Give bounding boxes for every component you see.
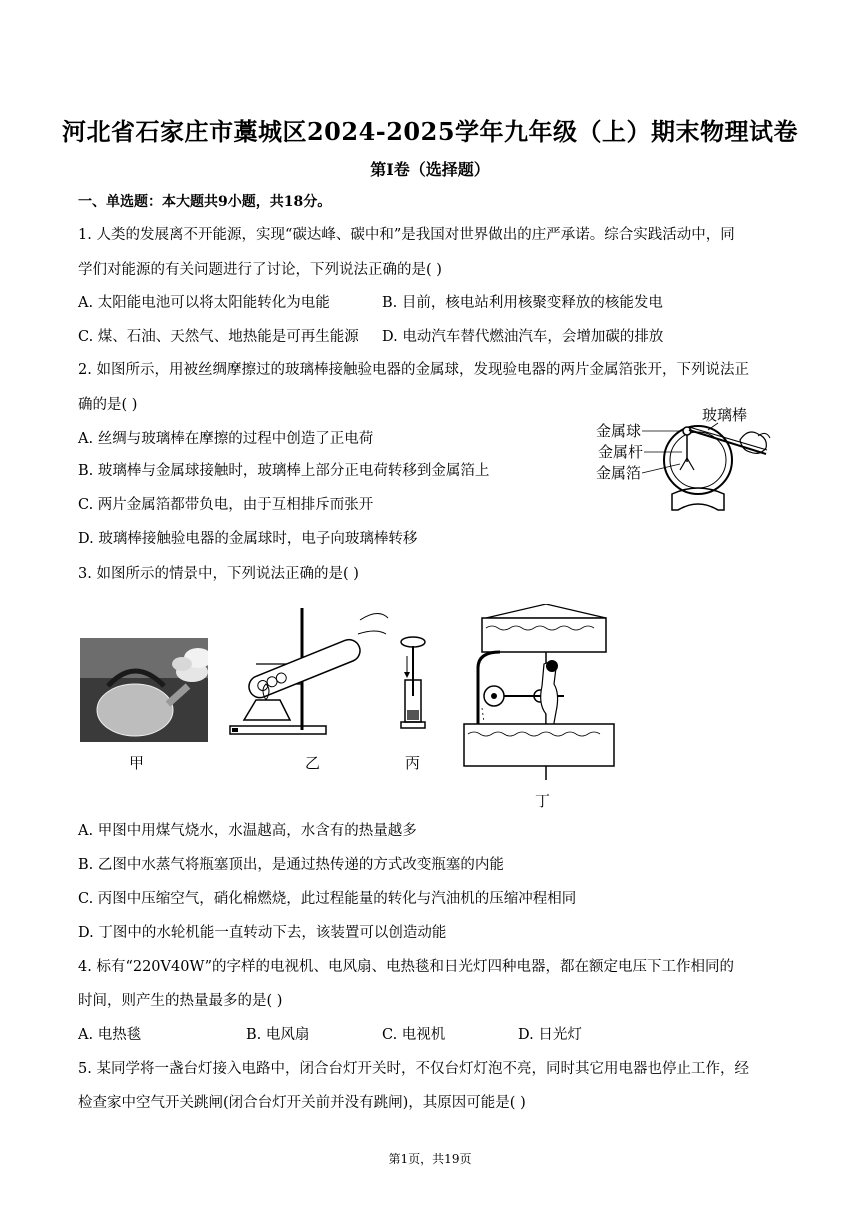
q1-stem-line2: 学们对能源的有关问题进行了讨论，下列说法正确的是( ): [78, 262, 442, 278]
caption-bing: 丙: [405, 754, 421, 772]
q1-option-d: D. 电动汽车替代燃油汽车，会增加碳的排放: [382, 329, 664, 345]
q1-option-b: B. 目前，核电站利用核聚变释放的核能发电: [382, 295, 663, 311]
q4-option-d: D. 日光灯: [518, 1027, 582, 1043]
caption-ding: 丁: [535, 792, 551, 810]
section-heading: 一、单选题：本大题共9小题，共18分。: [78, 194, 332, 210]
q2-option-c: C. 两片金属箔都带负电，由于互相排斥而张开: [78, 497, 374, 513]
q4-option-c: C. 电视机: [382, 1027, 446, 1043]
q2-option-a: A. 丝绸与玻璃棒在摩擦的过程中创造了正电荷: [78, 431, 374, 447]
label-metal-rod: 金属杆: [598, 443, 644, 461]
q1-stem-line1: 1. 人类的发展离不开能源，实现“碳达峰、碳中和”是我国对世界做出的庄严承诺。综合实践活动中，同: [78, 227, 735, 243]
q4-stem-line2: 时间，则产生的热量最多的是( ): [78, 993, 283, 1009]
page-footer: 第1页，共19页: [388, 1152, 472, 1166]
q2-option-b: B. 玻璃棒与金属球接触时，玻璃棒上部分正电荷转移到金属箔上: [78, 463, 490, 479]
q1-option-c: C. 煤、石油、天然气、地热能是可再生能源: [78, 329, 359, 345]
q4-stem-line1: 4. 标有“220V40W”的字样的电视机、电风扇、电热毯和日光灯四种电器，都在额定电压下工作相同的: [78, 959, 735, 975]
label-metal-foil: 金属箔: [596, 464, 642, 482]
exam-subtitle: 第I卷（选择题）: [370, 160, 490, 179]
q3-option-a: A. 甲图中用煤气烧水，水温越高，水含有的热量越多: [78, 823, 417, 839]
q2-stem-line1: 2. 如图所示，用被丝绸摩擦过的玻璃棒接触验电器的金属球，发现验电器的两片金属箔张开，下列说法正: [78, 362, 749, 378]
compression-cylinder-figure: [396, 636, 430, 732]
q3-option-d: D. 丁图中的水轮机能一直转动下去，该装置可以创造动能: [78, 925, 447, 941]
q5-stem-line1: 5. 某同学将一盏台灯接入电路中，闭合台灯开关时，不仅台灯灯泡不亮，同时其它用电器也停止工作，经: [78, 1061, 749, 1077]
electroscope-figure: [590, 398, 790, 518]
q1-option-a: A. 太阳能电池可以将太阳能转化为电能: [78, 295, 330, 311]
water-wheel-figure: [460, 604, 632, 782]
q4-option-a: A. 电热毯: [78, 1027, 142, 1043]
exam-title: 河北省石家庄市藁城区2024-2025学年九年级（上）期末物理试卷: [61, 117, 799, 146]
q2-option-d: D. 玻璃棒接触验电器的金属球时，电子向玻璃棒转移: [78, 531, 418, 547]
caption-yi: 乙: [305, 754, 321, 772]
label-glass-rod: 玻璃棒: [702, 406, 748, 424]
q2-stem-line2: 确的是( ): [78, 397, 138, 413]
q4-option-b: B. 电风扇: [246, 1027, 310, 1043]
test-tube-figure: [228, 604, 396, 738]
q3-stem-line1: 3. 如图所示的情景中，下列说法正确的是( ): [78, 566, 359, 582]
q5-stem-line2: 检查家中空气开关跳闸(闭合台灯开关前并没有跳闸)，其原因可能是( ): [78, 1095, 526, 1111]
q3-option-c: C. 丙图中压缩空气，硝化棉燃烧，此过程能量的转化与汽油机的压缩冲程相同: [78, 891, 577, 907]
q3-option-b: B. 乙图中水蒸气将瓶塞顶出，是通过热传递的方式改变瓶塞的内能: [78, 857, 504, 873]
caption-jia: 甲: [129, 754, 145, 772]
kettle-figure: [80, 638, 208, 742]
label-metal-ball: 金属球: [596, 422, 642, 440]
